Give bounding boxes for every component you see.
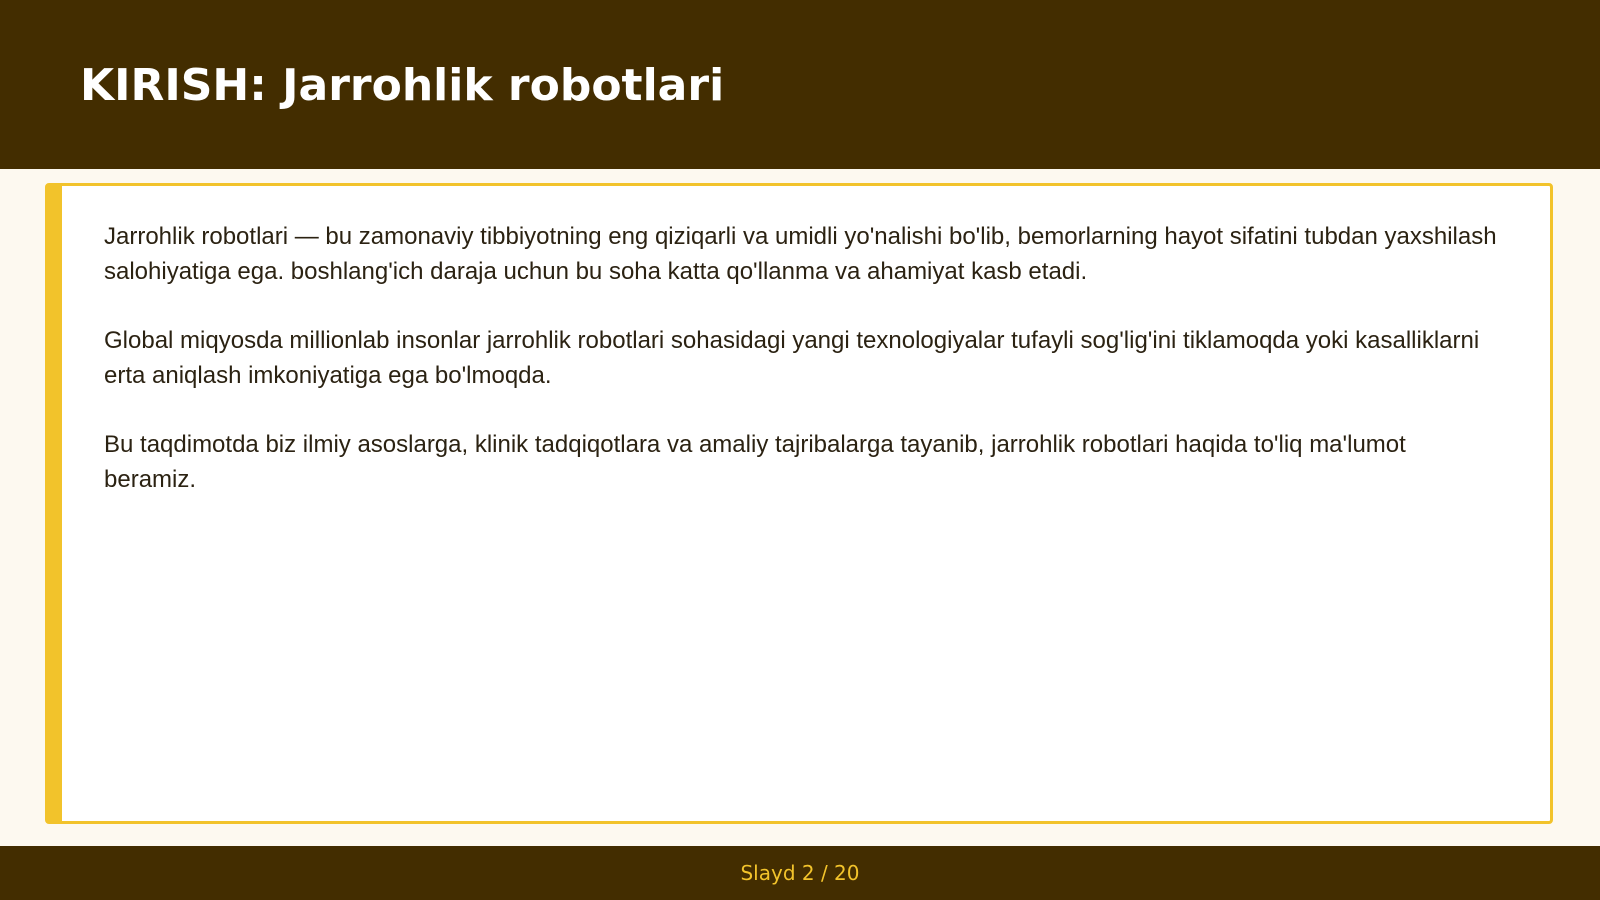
paragraph-intro: Jarrohlik robotlari — bu zamonaviy tibbiyotning eng qiziqarli va umidli yo'nalishi bo'lib, bemorlarning hayot sifatini tubdan yaxshilash salohiyatiga ega. boshlang'ich daraja uchun bu soha katta qo'llanma va ahamiyat kasb etadi. [104, 223, 1497, 285]
content-body [104, 219, 1504, 531]
paragraph-global: Global miqyosda millionlab insonlar jarrohlik robotlari sohasidagi yangi texnologiyalar tufayli sog'lig'ini tiklamoqda yoki kasalliklarni erta aniqlash imkoniyatiga ega bo'lmoqda. [104, 327, 1480, 389]
paragraph-presentation: Bu taqdimotda biz ilmiy asoslarga, klinik tadqiqotlara va amaliy tajribalarga tayanib, jarrohlik robotlari haqida to'liq ma'lumot beramiz. [104, 431, 1406, 493]
slide-footer [0, 846, 1600, 900]
content-card [45, 183, 1553, 824]
slide-title: KIRISH: Jarrohlik robotlari [80, 60, 725, 111]
slide-header [0, 0, 1600, 169]
slide-number: Slayd 2 / 20 [740, 861, 860, 885]
